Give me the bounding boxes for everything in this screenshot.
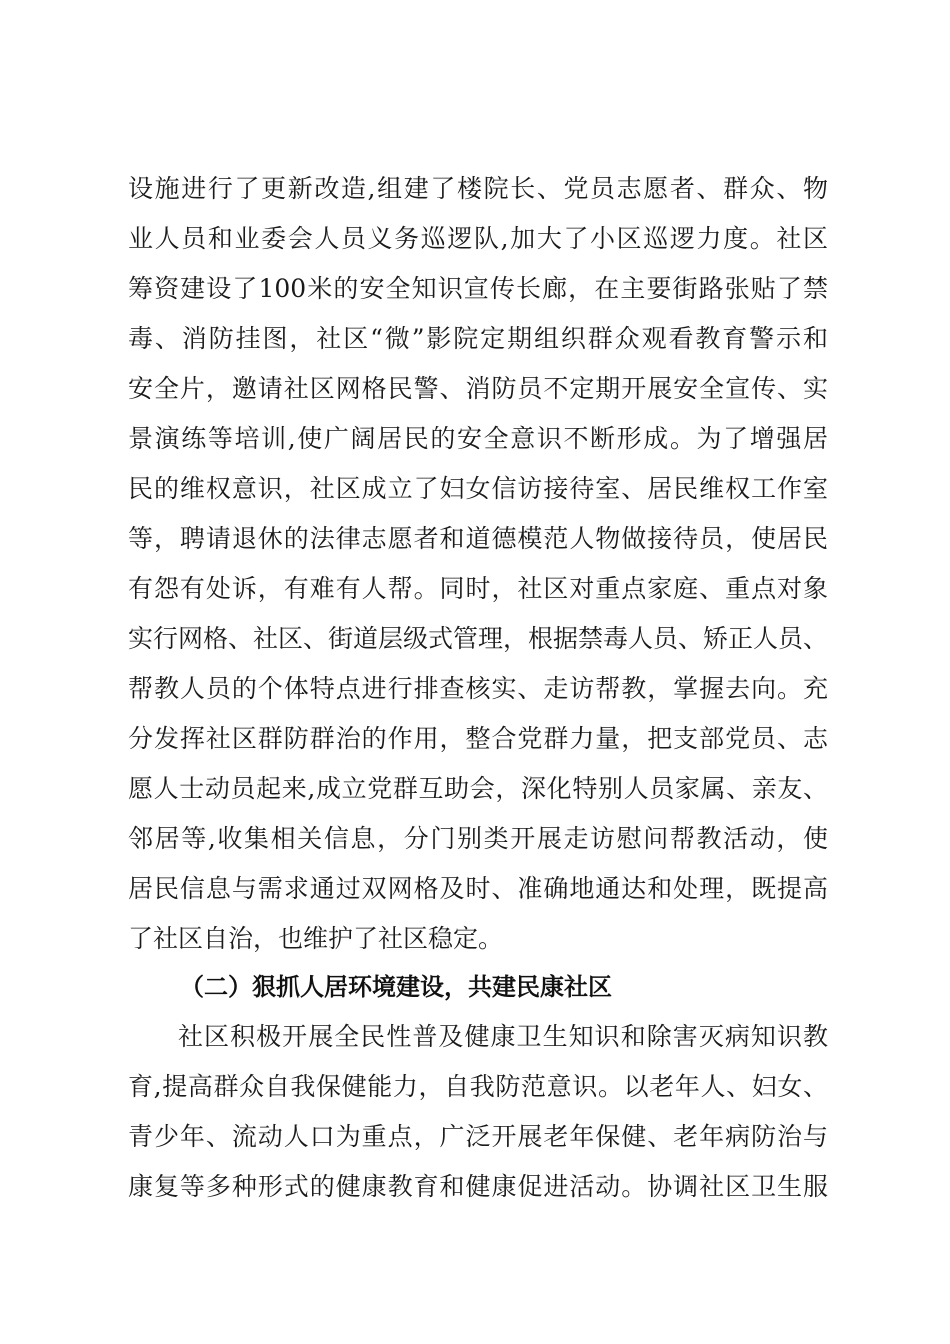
paragraph-line: 等，聘请退休的法律志愿者和道德模范人物做接待员，使居民 xyxy=(128,524,828,553)
paragraph-line: 景演练等培训,使广阔居民的安全意识不断形成。为了增强居 xyxy=(128,424,828,453)
paragraph-line: 民的维权意识，社区成立了妇女信访接待室、居民维权工作室 xyxy=(128,474,828,503)
paragraph-line: 青少年、流动人口为重点，广泛开展老年保健、老年病防治与 xyxy=(128,1122,828,1151)
paragraph-line: 邻居等,收集相关信息，分门别类开展走访慰问帮教活动，使 xyxy=(128,824,828,853)
paragraph-line: 帮教人员的个体特点进行排查核实、走访帮教，掌握去向。充 xyxy=(128,674,828,703)
paragraph-line: 愿人士动员起来,成立党群互助会，深化特别人员家属、亲友、 xyxy=(128,774,828,803)
paragraph-line: 实行网格、社区、街道层级式管理，根据禁毒人员、矫正人员、 xyxy=(128,624,829,653)
paragraph-line: 毒、消防挂图，社区“微”影院定期组织群众观看教育警示和 xyxy=(128,324,828,353)
paragraph-line: 分发挥社区群防群治的作用，整合党群力量，把支部党员、志 xyxy=(128,724,828,753)
paragraph-line: 业人员和业委会人员义务巡逻队,加大了小区巡逻力度。社区 xyxy=(128,224,828,253)
paragraph-line: 筹资建设了100米的安全知识宣传长廊，在主要街路张贴了禁 xyxy=(128,274,828,303)
paragraph-line: 育,提高群众自我保健能力，自我防范意识。以老年人、妇女、 xyxy=(128,1072,828,1101)
paragraph-line: 设施进行了更新改造,组建了楼院长、党员志愿者、群众、物 xyxy=(128,174,828,203)
paragraph-line: 了社区自治，也维护了社区稳定。 xyxy=(128,924,504,953)
paragraph-line: 安全片，邀请社区网格民警、消防员不定期开展安全宣传、实 xyxy=(128,374,828,403)
paragraph-line: 康复等多种形式的健康教育和健康促进活动。协调社区卫生服 xyxy=(128,1172,828,1201)
paragraph-line: 社区积极开展全民性普及健康卫生知识和除害灭病知识教 xyxy=(178,1022,828,1051)
paragraph-line: 居民信息与需求通过双网格及时、准确地通达和处理，既提高 xyxy=(128,874,828,903)
paragraph-line: 有怨有处诉，有难有人帮。同时，社区对重点家庭、重点对象 xyxy=(128,574,828,603)
section-heading: （二）狠抓人居环境建设，共建民康社区 xyxy=(180,973,612,1001)
